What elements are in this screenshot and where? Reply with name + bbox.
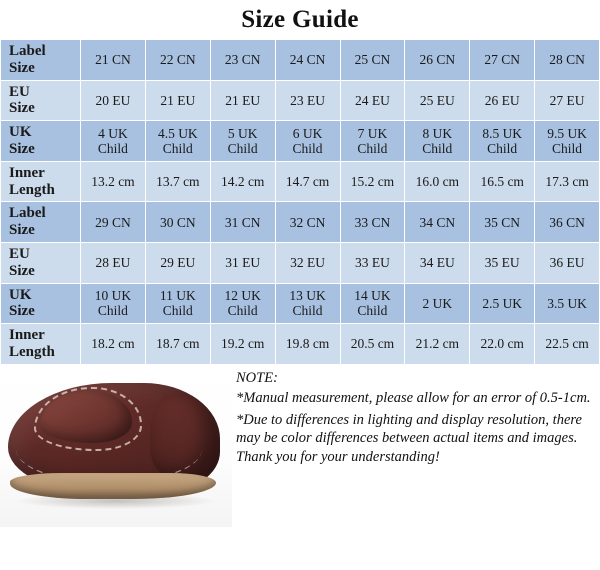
table-cell: 6 UK Child bbox=[275, 121, 340, 162]
table-cell: 30 CN bbox=[145, 202, 210, 243]
table-cell: 25 EU bbox=[405, 80, 470, 121]
table-cell: 4 UK Child bbox=[81, 121, 146, 162]
page-title: Size Guide bbox=[241, 6, 359, 33]
table-cell: 18.7 cm bbox=[145, 324, 210, 365]
table-cell: 23 EU bbox=[275, 80, 340, 121]
size-chart-table bbox=[0, 39, 600, 365]
table-cell: 34 CN bbox=[405, 202, 470, 243]
table-cell: 26 EU bbox=[470, 80, 535, 121]
note-line-1: *Manual measurement, please allow for an error of 0.5-1cm. bbox=[236, 390, 591, 407]
table-cell: 14.2 cm bbox=[210, 161, 275, 202]
table-cell: 18.2 cm bbox=[81, 324, 146, 365]
table-row bbox=[1, 121, 600, 162]
table-cell: 28 CN bbox=[535, 40, 600, 81]
table-cell: 16.5 cm bbox=[470, 161, 535, 202]
table-cell: 36 CN bbox=[535, 202, 600, 243]
table-cell: 2.5 UK bbox=[470, 283, 535, 324]
table-row bbox=[1, 324, 600, 365]
table-cell: 9.5 UK Child bbox=[535, 121, 600, 162]
table-cell: 4.5 UK Child bbox=[145, 121, 210, 162]
size-chart-body bbox=[1, 40, 600, 365]
table-cell: 29 EU bbox=[145, 242, 210, 283]
note-line-2: *Due to differences in lighting and display resolution, there may be color differences between actual items and images. Thank you for your understanding! bbox=[236, 411, 582, 465]
table-cell: 31 EU bbox=[210, 242, 275, 283]
table-cell: 5 UK Child bbox=[210, 121, 275, 162]
table-cell: 14 UK Child bbox=[340, 283, 405, 324]
table-cell: 8 UK Child bbox=[405, 121, 470, 162]
table-cell: 11 UK Child bbox=[145, 283, 210, 324]
table-cell: 13 UK Child bbox=[275, 283, 340, 324]
table-cell: 10 UK Child bbox=[81, 283, 146, 324]
table-cell: 7 UK Child bbox=[340, 121, 405, 162]
row-header: EU Size bbox=[1, 242, 81, 283]
note-title: NOTE: bbox=[236, 369, 278, 386]
table-cell: 23 CN bbox=[210, 40, 275, 81]
table-cell: 12 UK Child bbox=[210, 283, 275, 324]
table-cell: 35 CN bbox=[470, 202, 535, 243]
table-cell: 3.5 UK bbox=[535, 283, 600, 324]
row-header: Inner Length bbox=[1, 161, 81, 202]
row-header bbox=[1, 40, 81, 81]
shoe-shadow bbox=[18, 493, 214, 509]
table-cell: 17.3 cm bbox=[535, 161, 600, 202]
table-cell: 8.5 UK Child bbox=[470, 121, 535, 162]
table-cell: 33 CN bbox=[340, 202, 405, 243]
table-cell: 27 CN bbox=[470, 40, 535, 81]
table-cell: 2 UK bbox=[405, 283, 470, 324]
table-cell: 20 EU bbox=[81, 80, 146, 121]
table-cell: 36 EU bbox=[535, 242, 600, 283]
table-cell: 21 CN bbox=[81, 40, 146, 81]
row-header-line2: Size bbox=[9, 59, 35, 76]
table-cell: 19.2 cm bbox=[210, 324, 275, 365]
table-cell: 34 EU bbox=[405, 242, 470, 283]
row-header: UK Size bbox=[1, 283, 81, 324]
table-cell: 24 EU bbox=[340, 80, 405, 121]
table-cell: 33 EU bbox=[340, 242, 405, 283]
table-cell: 24 CN bbox=[275, 40, 340, 81]
table-row bbox=[1, 202, 600, 243]
row-header: Label Size bbox=[1, 202, 81, 243]
table-row bbox=[1, 80, 600, 121]
table-cell: 21.2 cm bbox=[405, 324, 470, 365]
table-cell: 20.5 cm bbox=[340, 324, 405, 365]
table-cell: 13.2 cm bbox=[81, 161, 146, 202]
table-cell: 28 EU bbox=[81, 242, 146, 283]
table-cell: 26 CN bbox=[405, 40, 470, 81]
row-header: EU Size bbox=[1, 80, 81, 121]
table-row bbox=[1, 242, 600, 283]
table-cell: 19.8 cm bbox=[275, 324, 340, 365]
table-cell: 14.7 cm bbox=[275, 161, 340, 202]
row-header: UK Size bbox=[1, 121, 81, 162]
table-cell: 13.7 cm bbox=[145, 161, 210, 202]
table-row bbox=[1, 283, 600, 324]
table-cell: 15.2 cm bbox=[340, 161, 405, 202]
bottom-section bbox=[0, 365, 600, 527]
table-cell: 32 EU bbox=[275, 242, 340, 283]
table-cell: 21 EU bbox=[210, 80, 275, 121]
row-header-line1: Label bbox=[9, 43, 46, 59]
table-cell: 16.0 cm bbox=[405, 161, 470, 202]
table-row bbox=[1, 40, 600, 81]
table-cell: 21 EU bbox=[145, 80, 210, 121]
table-cell: 22.5 cm bbox=[535, 324, 600, 365]
row-header: Inner Length bbox=[1, 324, 81, 365]
product-photo bbox=[0, 365, 232, 527]
table-cell: 22.0 cm bbox=[470, 324, 535, 365]
table-cell: 31 CN bbox=[210, 202, 275, 243]
table-row bbox=[1, 161, 600, 202]
table-cell: 22 CN bbox=[145, 40, 210, 81]
table-cell: 35 EU bbox=[470, 242, 535, 283]
note-block bbox=[236, 369, 594, 470]
table-cell: 25 CN bbox=[340, 40, 405, 81]
table-cell: 27 EU bbox=[535, 80, 600, 121]
table-cell: 32 CN bbox=[275, 202, 340, 243]
table-cell: 29 CN bbox=[81, 202, 146, 243]
